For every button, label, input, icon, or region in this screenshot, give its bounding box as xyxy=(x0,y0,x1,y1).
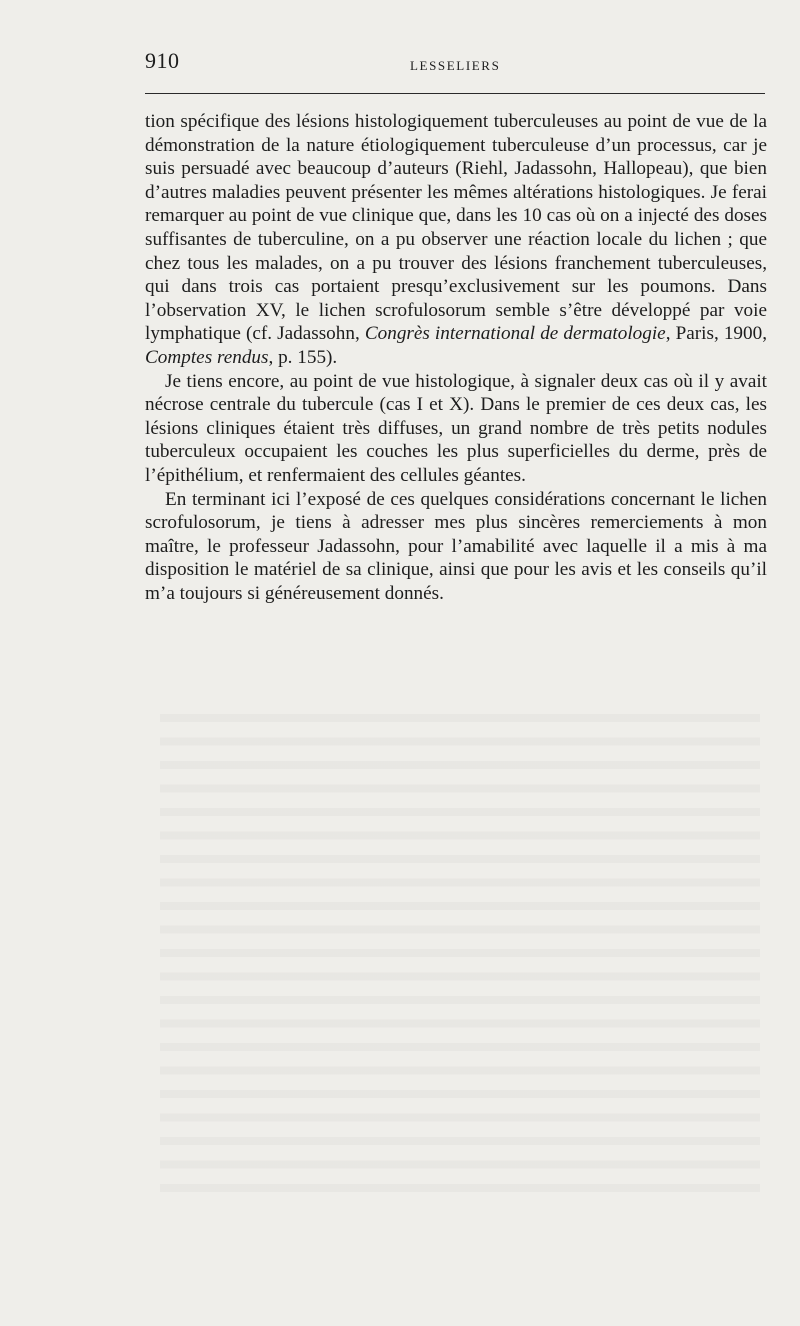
header-rule xyxy=(145,93,765,94)
paragraph-1-text-b: , Paris, 1900, xyxy=(665,323,767,345)
reverse-side-bleed-through xyxy=(160,700,760,1200)
paragraph-2: Je tiens encore, au point de vue histologique, à signaler deux cas où il y avait nécrose centrale du tubercule (cas I et X). Dans le premier de ces deux cas, les lésions cliniques étaient très diffuses, un grand nombre de très petits nodules tuberculeux occupaient les couches les plus superficielles du derme, près de l’épithélium, et renfermaient des cellules géantes. xyxy=(145,370,767,486)
citation-italic-congres: Congrès international de dermatologie xyxy=(364,323,666,345)
body-text xyxy=(145,110,767,605)
paragraph-1-text-c: , p. 155). xyxy=(268,346,338,368)
paragraph-1-text-a: tion spécifique des lésions histologiquement tuberculeuses au point de vue de la démonstration de la nature étiologiquement tuberculeuse d’un processus, car je suis persuadé avec beaucoup d’auteurs (Riehl, Jadassohn, Hallopeau), que bien d’autres maladies peuvent présenter les mêmes altérations histologiques. Je ferai remarquer au point de vue clinique que, dans les 10 cas où on a injecté des doses suffisantes de tuberculine, on a pu observer une réaction locale du lichen ; que chez tous les malades, on a pu trouver des lésions franchement tuberculeuses, qui dans trois cas portaient presqu’exclusivement sur les poumons. Dans l’observation XV, le lichen scrofulosorum semble s’être développé par voie lymphatique (cf. Jadassohn, xyxy=(145,111,767,345)
paragraph-3: En terminant ici l’exposé de ces quelques considérations concernant le lichen scrofulosorum, je tiens à adresser mes plus sincères remerciements à mon maître, le professeur Jadassohn, pour l’amabilité avec laquelle il a mis à ma disposition le matériel de sa clinique, ainsi que pour les avis et les conseils qu’il m’a toujours si généreusement donnés. xyxy=(145,488,767,604)
running-head: LESSELIERS xyxy=(410,58,501,73)
citation-italic-comptes: Comptes rendus xyxy=(145,346,269,368)
paragraph-1 xyxy=(145,110,767,370)
page-header xyxy=(145,48,765,78)
page-number: 910 xyxy=(145,48,180,73)
